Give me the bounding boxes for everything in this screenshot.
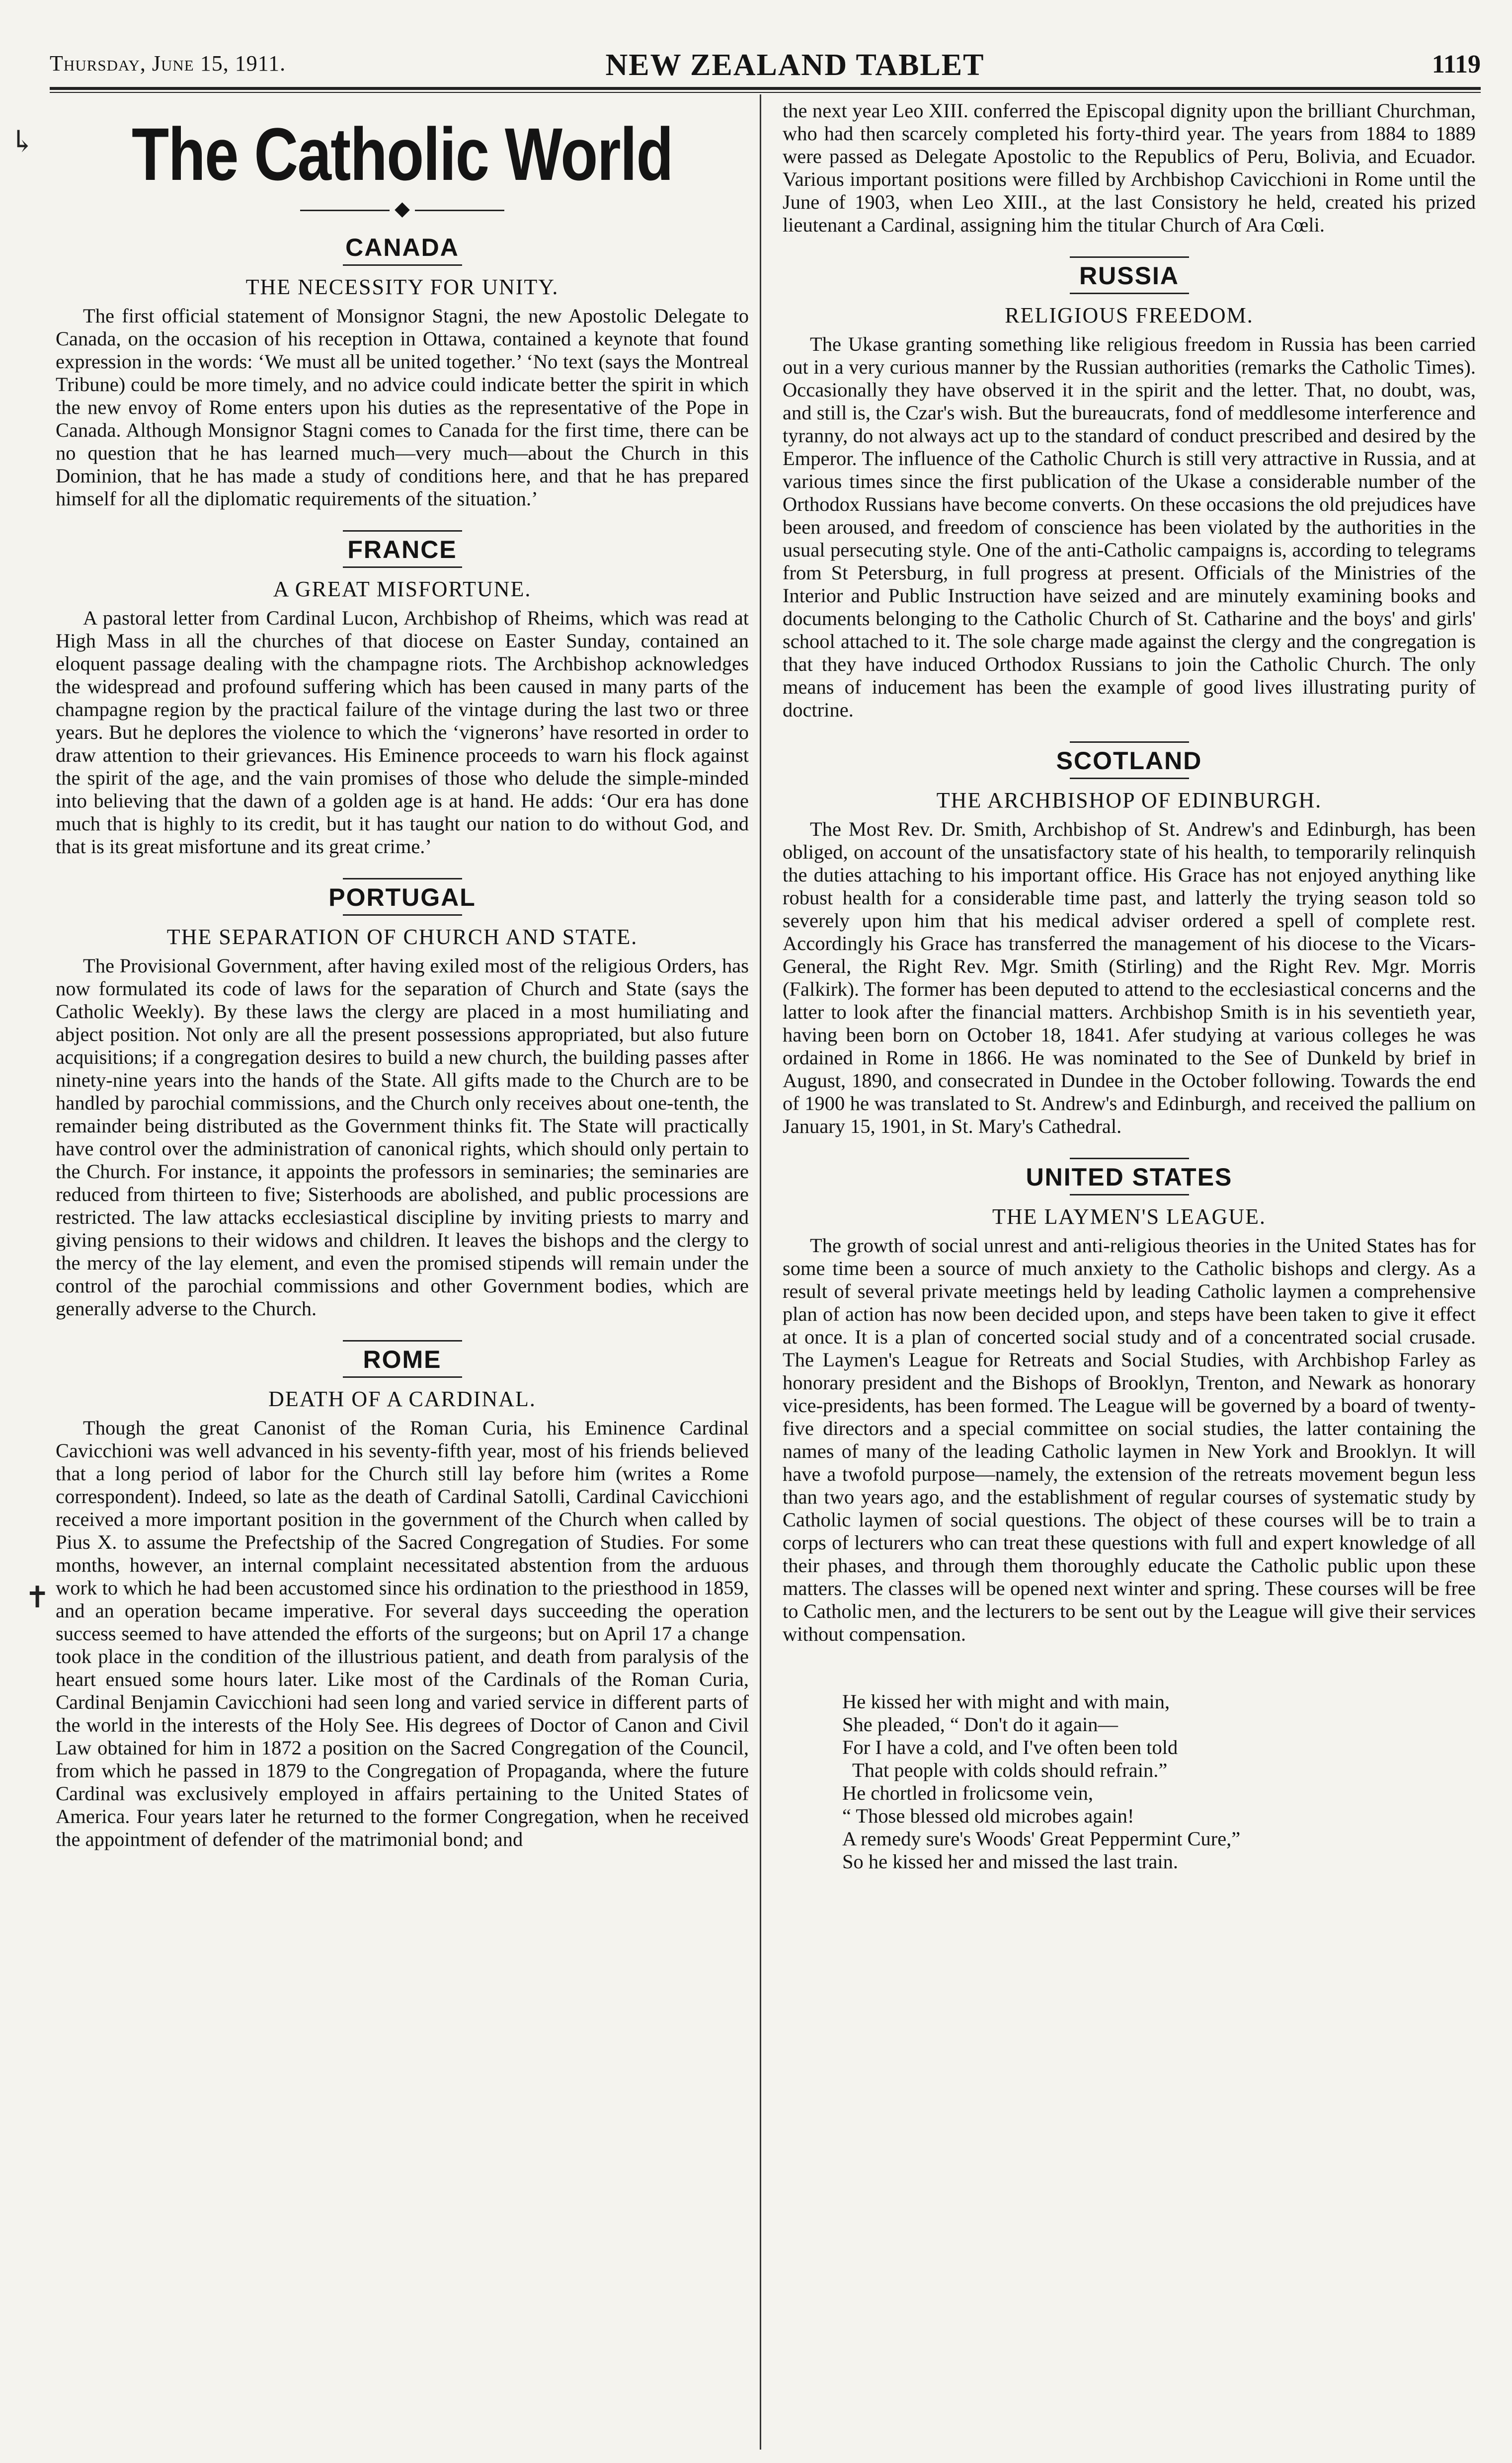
section-rome: ROME <box>363 1346 442 1373</box>
article-rome-text: Though the great Canonist of the Roman Curia, his Eminence Cardinal Cavicchioni was well advanced in his seventy-fifth year, most of his friends believed that a long period of labor for the Church still lay before him (writes a Rome correspondent). Indeed, so late as the death of Cardinal Satolli, Cardinal Cavicchioni received a more important position in the government of the Church when called by Pius X. to assume the Prefectship of the Sacred Congregation of Studies. For some months, however, an internal complaint necessitated abstention from the arduous work to which he had been accustomed since his ordination to the priesthood in 1859, and an operation became imperative. For several days succeeding the operation success seemed to have attended the efforts of the surgeons; but on April 17 a change took place in the condition of the illustrious patient, and death from paralysis of the heart ensued some hours later. Like most of the Cardinals of the Roman Curia, Cardinal Benjamin Cavicchioni had seen long and varied service in different parts of the world in the interests of the Holy See. His degrees of Doctor of Canon and Civil Law obtained for him in 1872 a position on the Sacred Congregation of the Council, from which he passed in 1879 to the Congregation of Propaganda, where the future Cardinal was exclusively employed in affairs pertaining to the United States of America. Four years later he returned to the former Congregation, when he received the appointment of defender of the matrimonial bond; and <box>56 1417 749 1850</box>
article-scotland-text: The Most Rev. Dr. Smith, Archbishop of St. Andrew's and Edinburgh, has been obliged, on account of the unsatisfactory state of his health, to temporarily relinquish the duties attaching to his important office. His Grace has not enjoyed anything like robust health for a considerable time past, and latterly the trying season told so severely upon him that his medical adviser ordered a spell of complete rest. Accordingly his Grace has transferred the management of his diocese to the Vicars-General, the Right Rev. Mgr. Smith (Stirling) and the Right Rev. Mgr. Morris (Falkirk). The former has been deputed to attend to the ecclesiastical concerns and the latter to look after the financial matters. Archbishop Smith is in his seventieth year, having been born on October 18, 1841. Afer studying at various colleges he was ordained in Rome in 1866. He was nominated to the See of Dunkeld by brief in August, 1890, and consecrated in Dundee in the October following. Towards the end of 1900 he was translated to St. Andrew's and Edinburgh, and received the pallium on January 15, 1901, in St. Mary's Cathedral. <box>783 818 1476 1137</box>
article-portugal-text: The Provisional Government, after having exiled most of the religious Orders, has now formulated its code of laws for the separation of Church and State (says the Catholic Weekly). By these laws the clergy are placed in a most humiliating and abject position. Not only are all the present possessions appropriated, but also future acquisitions; if a congregation desires to build a new church, the building passes after ninety-nine years into the hands of the State. All gifts made to the Church are to be handled by parochial commissions, and the Church only receives about one-tenth, the remainder being distributed as the Government thinks fit. The State will practically have control over the administration of canonical rights, which should only pertain to the Church. For instance, it appoints the professors in seminaries; the seminaries are reduced from thirteen to five; Sisterhoods are abolished, and public processions are restricted. The law attacks ecclesiastical discipline by inviting priests to marry and giving pensions to their widows and children. It leaves the bishops and the clergy to the mercy of the lay element, and even the promised stipends will remain under the control of the parochial commissions and other Government bodies, which are generally adverse to the Church. <box>56 954 749 1320</box>
section-scotland: SCOTLAND <box>1056 747 1202 775</box>
subhead-france: A GREAT MISFORTUNE. <box>273 577 532 601</box>
subhead-scotland: THE ARCHBISHOP OF EDINBURGH. <box>936 788 1322 812</box>
title-ornament: ◆ <box>56 199 749 219</box>
section-underline <box>343 1376 462 1378</box>
poem-line: A remedy sure's Woods' Great Peppermint Cure,” <box>842 1827 1241 1850</box>
section-overline <box>343 878 462 879</box>
subhead-russia: RELIGIOUS FREEDOM. <box>1005 303 1254 327</box>
section-overline <box>1070 1158 1189 1159</box>
issue-date: Thursday, June 15, 1911. <box>50 51 286 76</box>
poem-line: “ Those blessed old microbes again! <box>842 1805 1134 1827</box>
section-overline <box>1070 741 1189 743</box>
section-united-states: UNITED STATES <box>1026 1163 1233 1191</box>
newspaper-title: NEW ZEALAND TABLET <box>605 48 985 82</box>
article-united-states-text: The growth of social unrest and anti-religious theories in the United States has for some time been a source of much anxiety to the Catholic bishops and clergy. As a result of several private meetings held by leading Catholic laymen a comprehensive plan of action has now been decided upon, and steps have been taken to give it effect at once. It is a plan of concerted social study and of a concentrated social crusade. The Laymen's League for Retreats and Social Studies, with Archbishop Farley as honorary president and the Bishops of Brooklyn, Trenton, and Newark as honorary vice-presidents, has been formed. The League will be governed by a board of twenty-five directors and a special committee on social studies, the latter containing the names of many of the leading Catholic laymen in New York and Brooklyn. It will have a twofold purpose—namely, the extension of the retreats movement begun less than two years ago, and the establishment of regular courses of systematic study by Catholic laymen of social questions. The object of these courses will be to train a corps of lecturers who can treat these questions with full and expert knowledge of all their phases, and through them thoroughly educate the Catholic public upon these matters. The classes will be opened next winter and spring. These courses will be free to Catholic men, and the lecturers to be sent out by the League will give their services without compensation. <box>783 1234 1476 1645</box>
margin-arrow-mark: ↳ <box>10 125 35 158</box>
section-underline <box>1070 778 1189 779</box>
margin-cross-mark: ✝ <box>25 1581 50 1614</box>
section-overline <box>343 1340 462 1342</box>
poem-line: So he kissed her and missed the last train. <box>842 1850 1179 1873</box>
subhead-canada: THE NECESSITY FOR UNITY. <box>245 275 559 299</box>
subhead-rome: DEATH OF A CARDINAL. <box>268 1387 536 1411</box>
poem-line: For I have a cold, and I've often been told <box>842 1736 1178 1758</box>
section-russia: RUSSIA <box>1079 262 1179 290</box>
section-portugal: PORTUGAL <box>328 883 476 911</box>
subhead-portugal: THE SEPARATION OF CHURCH AND STATE. <box>166 925 638 949</box>
article-canada-text: The first official statement of Monsignor Stagni, the new Apostolic Delegate to Canada, on the occasion of his reception in Ottawa, contained a keynote that found expression in the words: ‘We must all be united together.’ ‘No text (says the Montreal Tribune) could be more timely, and no advice could indicate better the spirit in which the new envoy of Rome enters upon his duties as the representative of the Pope in Canada. Although Monsignor Stagni comes to Canada for the first time, there can be no question that he has learned much—very much—about the Church in this Dominion, that he has made a study of conditions here, and that he has prepared himself for all the diplomatic requirements of the situation.’ <box>56 305 749 510</box>
header-rule <box>50 87 1481 90</box>
section-underline <box>343 566 462 568</box>
poem-line: She pleaded, “ Don't do it again— <box>842 1713 1118 1736</box>
article-france-text: A pastoral letter from Cardinal Lucon, Archbishop of Rheims, which was read at High Mass in all the churches of that diocese on Easter Sunday, contained an eloquent passage dealing with the champagne riots. The Archbishop acknowledges the widespread and profound suffering which has been caused in many parts of the champagne region by the practical failure of the vintage during the last two or three years. But he deplores the violence to which the ‘vignerons’ have resorted in order to draw attention to their grievances. His Eminence proceeds to warn his flock against the spirit of the age, and the vain promises of those who delude the simple-minded into believing that the dawn of a golden age is at hand. He adds: ‘Our era has done much that is highly to its credit, but it has taught our nation to do without God, and that is its great misfortune and its great crime.’ <box>56 607 749 858</box>
left-column <box>56 99 749 1851</box>
section-underline <box>343 264 462 266</box>
article-russia-text: The Ukase granting something like religious freedom in Russia has been carried out in a very curious manner by the Russian authorities (remarks the Catholic Times). Occasionally they have observed it in the spirit and the letter. That, no doubt, was, and still is, the Czar's wish. But the bureaucrats, fond of meddlesome interference and tyranny, do not always act up to the standard of conduct prescribed and desired by the Emperor. The influence of the Catholic Church is still very attractive in Russia, and at various times since the first publication of the Ukase a considerable number of the Orthodox Russians have become converts. On these occasions the old prejudices have been aroused, and freedom of conscience has been violated by the authorities in the usual persecuting style. One of the anti-Catholic campaigns is, according to telegrams from St Petersburg, in full progress at present. Officials of the Ministries of the Interior and Public Instruction have seized and are minutely examining books and documents belonging to the Catholic Church of St. Catharine and the boys' and girls' school attached to it. The sole charge made against the clergy and the congregation is that they have induced Orthodox Russians to join the Catholic Church. The only means of inducement has been the example of good lives illustrating purity of doctrine. <box>783 333 1476 721</box>
section-overline <box>1070 256 1189 258</box>
section-underline <box>343 914 462 916</box>
section-underline <box>1070 293 1189 294</box>
poem-line: He kissed her with might and with main, <box>842 1690 1170 1713</box>
article-rome-continued: the next year Leo XIII. conferred the Episcopal dignity upon the brilliant Churchman, who had then scarcely completed his forty-third year. The years from 1884 to 1889 were passed as Delegate Apostolic to the Republics of Peru, Bolivia, and Ecuador. Various important positions were filled by Archbishop Cavicchioni in Rome until the June of 1903, when Leo XIII., at the last Consistory he held, created his prized lieutenant a Cardinal, assigning him the titular Church of Ara Cœli. <box>783 99 1476 236</box>
section-france: FRANCE <box>347 536 457 563</box>
section-underline <box>1070 1194 1189 1195</box>
column-title: The Catholic World <box>132 112 673 196</box>
page-number: 1119 <box>1432 50 1481 79</box>
poem-line: He chortled in frolicsome vein, <box>842 1782 1093 1804</box>
section-overline <box>343 530 462 532</box>
column-divider <box>760 94 761 2450</box>
subhead-united-states: THE LAYMEN'S LEAGUE. <box>992 1204 1267 1229</box>
right-column <box>783 99 1476 1873</box>
header-rule-thin <box>50 92 1481 93</box>
page-header <box>50 48 1481 82</box>
poem-line: That people with colds should refrain.” <box>852 1759 1168 1781</box>
advertisement-poem <box>842 1690 1476 1873</box>
section-canada: CANADA <box>345 234 459 261</box>
